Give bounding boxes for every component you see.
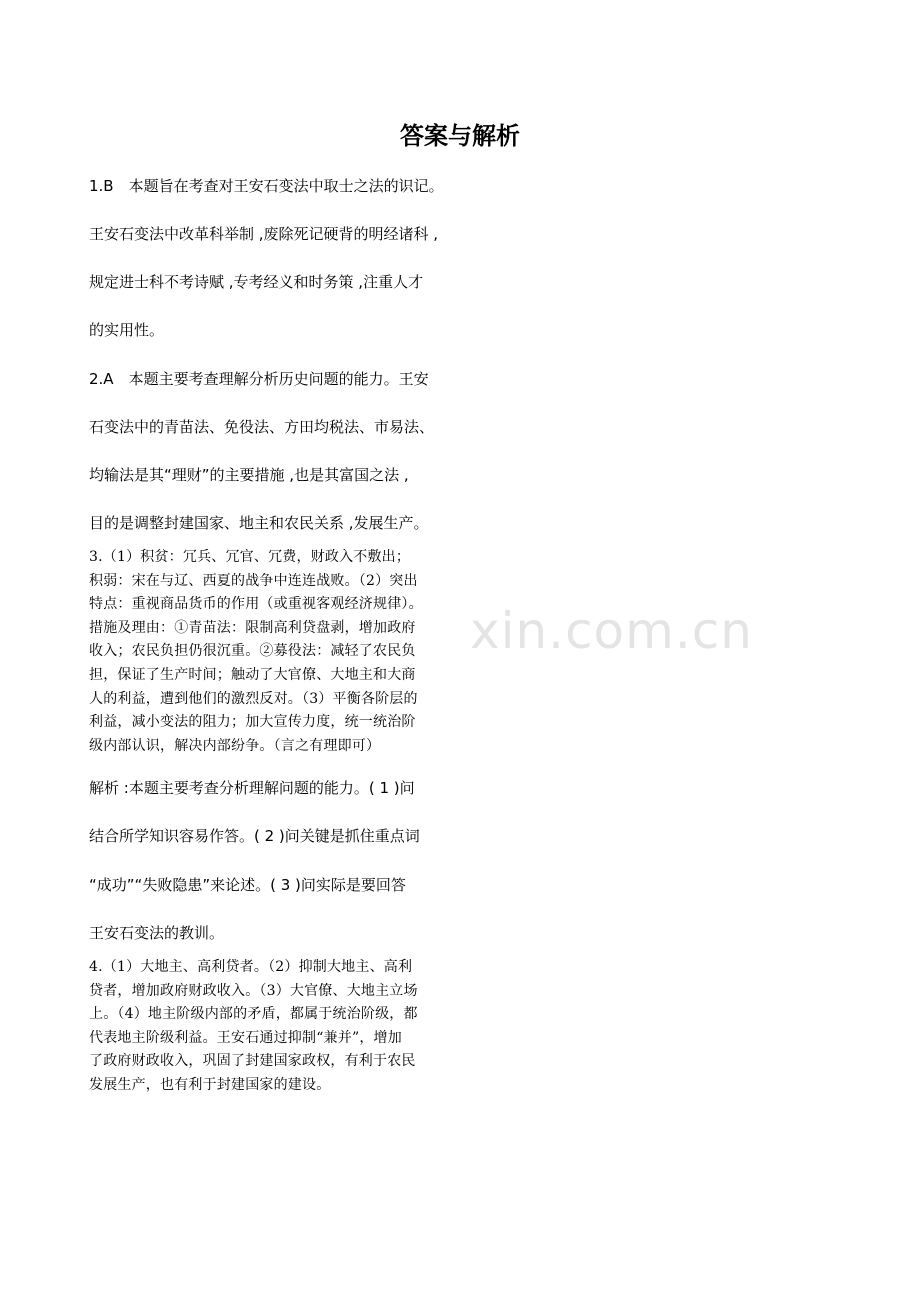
- answer-4-block: [89, 956, 449, 1098]
- page-title: 答案与解析: [400, 122, 520, 150]
- answer-3-line-2: 积弱：宋在与辽、西夏的战争中连连战败。（2）突出: [89, 572, 418, 589]
- answer-3-block: [89, 546, 449, 758]
- answer-4-line-3: 上。（4）地主阶级内部的矛盾，都属于统治阶级，都: [89, 1006, 418, 1023]
- answer-1-line-2: 王安石变法中改革科举制 ,废除死记硬背的明经诸科 ,: [89, 225, 439, 243]
- answer-1-line-1: 1.B 本题旨在考查对王安石变法中取士之法的识记。: [89, 177, 444, 195]
- answer-2-line-4: 目的是调整封建国家、地主和农民关系 ,发展生产。: [89, 514, 429, 532]
- answer-4-line-2: 贷者，增加政府财政收入。（3）大官僚、大地主立场: [89, 982, 418, 999]
- answer-4-line-1: 4.（1）大地主、高利贷者。（2）抑制大地主、高利: [89, 959, 413, 975]
- answer-3-line-4: 措施及理由：①青苗法：限制高利贷盘剥，增加政府: [89, 619, 416, 636]
- answer-2-line-3: 均输法是其“理财”的主要措施 ,也是其富国之法 ,: [89, 466, 409, 484]
- answer-3-line-5: 收入；农民负担仍很沉重。②募役法：减轻了农民负: [89, 643, 416, 660]
- answer-3-line-6: 担，保证了生产时间；触动了大官僚、大地主和大商: [89, 666, 416, 683]
- answer-1-line-4: 的实用性。: [89, 321, 165, 339]
- analysis-3-line-1: 解析 :本题主要考查分析理解问题的能力。( 1 )问: [89, 779, 415, 797]
- answer-3-line-7: 人的利益，遭到他们的激烈反对。（3）平衡各阶层的: [89, 690, 418, 707]
- answer-3-line-8: 利益，减小变法的阻力；加大宣传力度，统一统治阶: [89, 714, 416, 731]
- analysis-3-line-4: 王安石变法的教训。: [89, 924, 225, 942]
- answer-2-line-2: 石变法中的青苗法、免役法、方田均税法、市易法、: [89, 418, 435, 436]
- answer-3-line-3: 特点：重视商品货币的作用（或重视客观经济规律）。: [89, 596, 423, 613]
- answer-1-line-3: 规定进士科不考诗赋 ,专考经义和时务策 ,注重人才: [89, 273, 424, 291]
- answer-3-line-9: 级内部认识，解决内部纷争。（言之有理即可）: [89, 737, 381, 754]
- answer-4-line-5: 了政府财政收入，巩固了封建国家政权，有利于农民: [89, 1053, 416, 1070]
- answer-2-line-1: 2.A 本题主要考查理解分析历史问题的能力。王安: [89, 370, 429, 388]
- answer-3-line-1: 3.（1）积贫：冗兵、冗官、冗费，财政入不敷出；: [89, 549, 411, 565]
- answer-4-line-6: 发展生产，也有利于封建国家的建设。: [89, 1076, 331, 1093]
- analysis-3-line-2: 结合所学知识容易作答。( 2 )问关键是抓住重点词: [89, 827, 420, 845]
- analysis-3-line-3: “成功”“失败隐患”来论述。( 3 )问实际是要回答: [89, 876, 406, 894]
- watermark: xin.com.cn: [470, 602, 753, 660]
- answer-4-line-4: 代表地主阶级利益。王安石通过抑制“兼并”，增加: [89, 1029, 402, 1046]
